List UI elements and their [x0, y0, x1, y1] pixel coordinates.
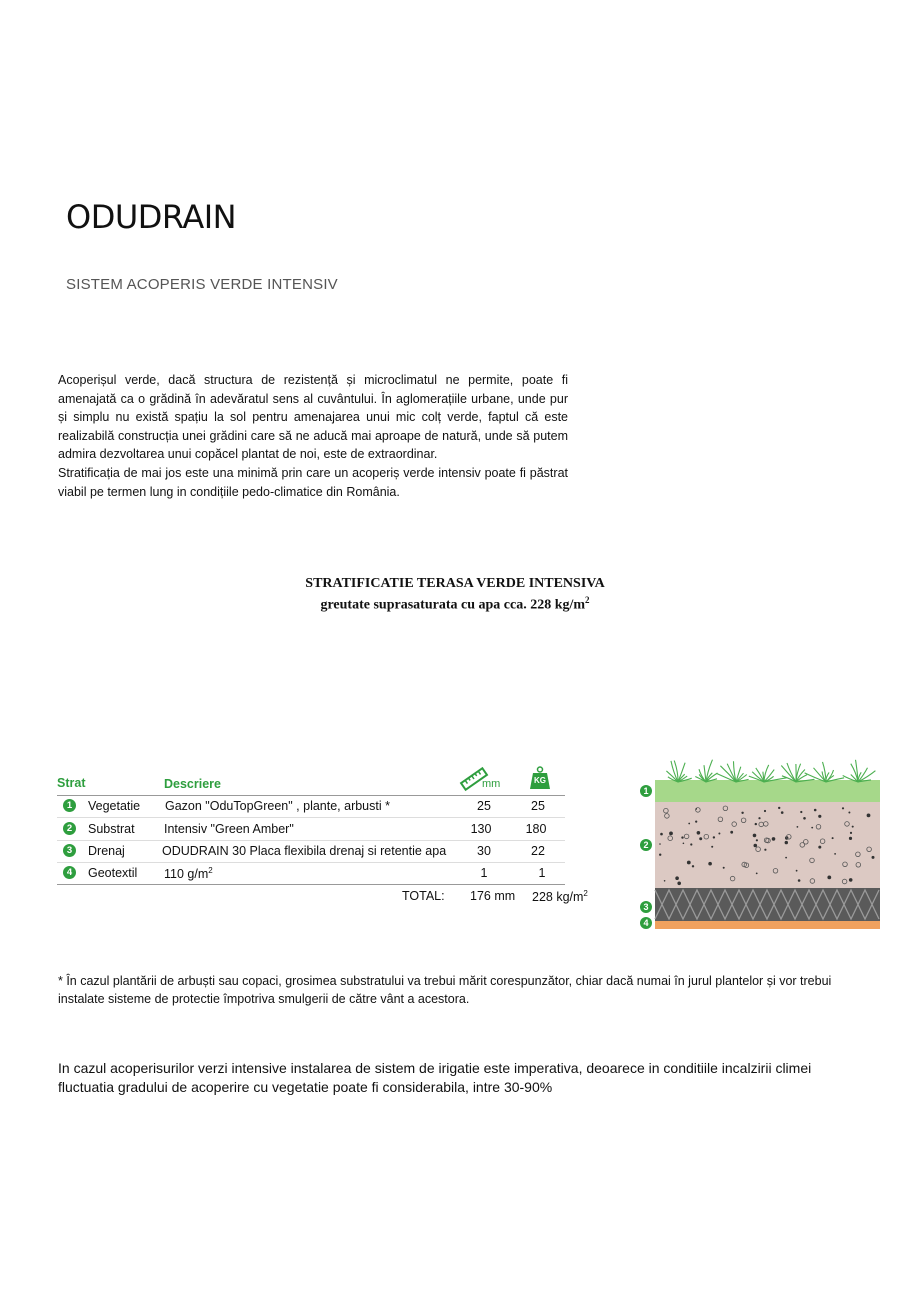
- substrate-grain: [758, 817, 760, 819]
- substrate-grain: [697, 831, 701, 835]
- substrate-grain: [730, 831, 733, 834]
- substrate-grain: [664, 880, 666, 882]
- substrate-grain: [754, 844, 758, 848]
- table-header-divider: [57, 795, 565, 796]
- substrate-grain: [708, 862, 712, 866]
- row-descriere: Gazon "OduTopGreen" , plante, arbusti *: [165, 799, 390, 813]
- substrate-grain: [811, 827, 813, 829]
- substrate-grain: [867, 814, 871, 818]
- substrate-grain: [778, 807, 780, 809]
- substrate-grain: [688, 823, 690, 825]
- substrate-grain: [681, 836, 683, 838]
- substrate-grain: [713, 836, 715, 838]
- substrate-grain: [850, 832, 852, 834]
- substrate-grain: [753, 834, 757, 838]
- row-divider: [57, 840, 565, 841]
- row-strat: Vegetatie: [88, 799, 141, 813]
- row-strat: Substrat: [88, 822, 135, 836]
- drainage-layer: [655, 888, 880, 921]
- vegetation-layer: [655, 780, 880, 802]
- row-divider: [57, 817, 565, 818]
- layer-label-badge: 3: [640, 901, 652, 913]
- substrate-grain: [785, 841, 788, 844]
- layer-label-badge: 1: [640, 785, 652, 797]
- substrate-grain: [687, 861, 691, 865]
- grass-blade: [678, 763, 685, 782]
- substrate-grain: [659, 854, 661, 856]
- row-strat: Geotextil: [88, 866, 138, 880]
- substrate-grain: [723, 867, 725, 869]
- substrate-grain: [849, 837, 852, 840]
- substrate-layer: [655, 802, 880, 888]
- row-kg: 1: [538, 866, 546, 880]
- substrate-grain: [814, 809, 817, 812]
- total-label: TOTAL:: [402, 889, 445, 903]
- geotextile-layer: [655, 921, 880, 929]
- row-mm: 130: [470, 822, 492, 836]
- substrate-grain: [872, 856, 875, 859]
- intro-text: [58, 371, 568, 501]
- substrate-grain: [690, 843, 692, 845]
- substrate-grain: [848, 812, 850, 814]
- substrate-grain: [832, 837, 834, 839]
- substrate-grain: [755, 823, 757, 825]
- substrate-grain: [803, 817, 806, 820]
- total-kg: 228 $kg/m^2$: [532, 889, 588, 905]
- row-mm: 25: [477, 799, 491, 813]
- row-number-badge: 2: [63, 822, 76, 835]
- substrate-grain: [818, 846, 821, 849]
- row-descriere: ODUDRAIN 30 Placa flexibila drenaj si retentie apa: [162, 844, 447, 858]
- substrate-grain: [660, 833, 663, 836]
- row-mm: 1: [480, 866, 488, 880]
- substrate-grain: [659, 843, 661, 845]
- substrate-grain: [834, 853, 836, 855]
- substrate-grain: [669, 832, 673, 836]
- substrate-grain: [764, 810, 766, 812]
- row-descriere: Intensiv "Green Amber": [164, 822, 294, 836]
- stratification-heading: [255, 575, 655, 614]
- row-strat: Drenaj: [88, 844, 125, 858]
- row-kg: 180: [525, 822, 547, 836]
- substrate-grain: [849, 878, 853, 882]
- mm-unit-label: mm: [482, 778, 501, 790]
- substrate-grain: [781, 811, 784, 814]
- row-kg: 22: [531, 844, 545, 858]
- substrate-grain: [696, 808, 698, 810]
- page-subtitle: SISTEM ACOPERIS VERDE INTENSIV: [66, 276, 338, 293]
- substrate-grain: [683, 843, 685, 845]
- substrate-grain: [772, 837, 776, 841]
- substrate-grain: [852, 826, 854, 828]
- column-header-strat: Strat: [57, 776, 86, 790]
- intro-paragraph-1: Acoperișul verde, dacă structura de rezistență și microclimatul ne permite, poate fi amenajată ca o grădină în adevăratul sens al cuvântului. În aglomerațiile urbane, unde pur și simplu nu există spațiu la sol pentru amenajarea unui mic colț verde, faptul că este realizabilă construcția unei grădini care să ne aducă mai aproape de natură, unde să putem admira dezvoltarea unui copăcel plantat de noi, este de extraordinar.: [58, 373, 568, 462]
- column-header-descriere: Descriere: [164, 777, 221, 791]
- substrate-grain: [695, 821, 697, 823]
- substrate-grain: [818, 815, 821, 818]
- layer-label-badge: 4: [640, 917, 652, 929]
- row-divider: [57, 862, 565, 863]
- substrate-grain: [798, 879, 801, 882]
- substrate-grain: [796, 870, 798, 872]
- row-descriere: 110 $g/m^2$: [164, 866, 213, 882]
- substrate-grain: [677, 882, 681, 886]
- stratification-heading-line1: STRATIFICATIE TERASA VERDE INTENSIVA: [305, 576, 605, 591]
- substrate-grain: [675, 876, 679, 880]
- substrate-grain: [797, 826, 799, 828]
- substrate-grain: [785, 857, 787, 859]
- substrate-grain: [827, 876, 831, 880]
- row-kg: 25: [531, 799, 545, 813]
- table-total-divider: [57, 884, 565, 885]
- substrate-grain: [741, 812, 743, 814]
- kg-unit-label: KG: [534, 776, 546, 785]
- substrate-grain: [711, 846, 713, 848]
- page-title: ODUDRAIN: [66, 198, 237, 236]
- row-number-badge: 3: [63, 844, 76, 857]
- substrate-grain: [764, 849, 766, 851]
- row-number-badge: 1: [63, 799, 76, 812]
- row-number-badge: 4: [63, 866, 76, 879]
- substrate-grain: [800, 811, 802, 813]
- layer-label-badge: 2: [640, 839, 652, 851]
- substrate-grain: [756, 873, 758, 875]
- substrate-grain: [718, 833, 720, 835]
- grass-plants: [666, 760, 875, 782]
- substrate-grain: [692, 865, 694, 867]
- substrate-grain: [699, 837, 702, 840]
- total-mm: 176 mm: [470, 889, 516, 903]
- irrigation-note: In cazul acoperisurilor verzi intensive instalarea de sistem de irigatie este imperativa, deoarece in conditiile incalzirii climei fluctuatia gradului de acoperire cu vegetatie poate fi considerabila, intre 30-90%: [58, 1060, 812, 1095]
- row-mm: 30: [477, 844, 491, 858]
- intro-paragraph-2: Stratificația de mai jos este una minimă prin care un acoperiș verde intensiv poate fi păstrat viabil pe termen lung in condițiile pedo-climatice din România.: [58, 465, 568, 499]
- footnote: * În cazul plantării de arbuști sau copaci, grosimea substratului va trebui mărit corespunzător, chiar dacă numai în jurul plantelor și vor trebui instalate sisteme de protectie împotriva smulgerii de către vânt a acestora.: [58, 974, 832, 1006]
- substrate-grain: [756, 839, 758, 841]
- substrate-grain: [842, 807, 844, 809]
- stratification-heading-line2: greutate suprasaturata cu apa cca. 228 $kg/m^2$: [320, 595, 590, 613]
- roof-layer-diagram: [636, 740, 882, 934]
